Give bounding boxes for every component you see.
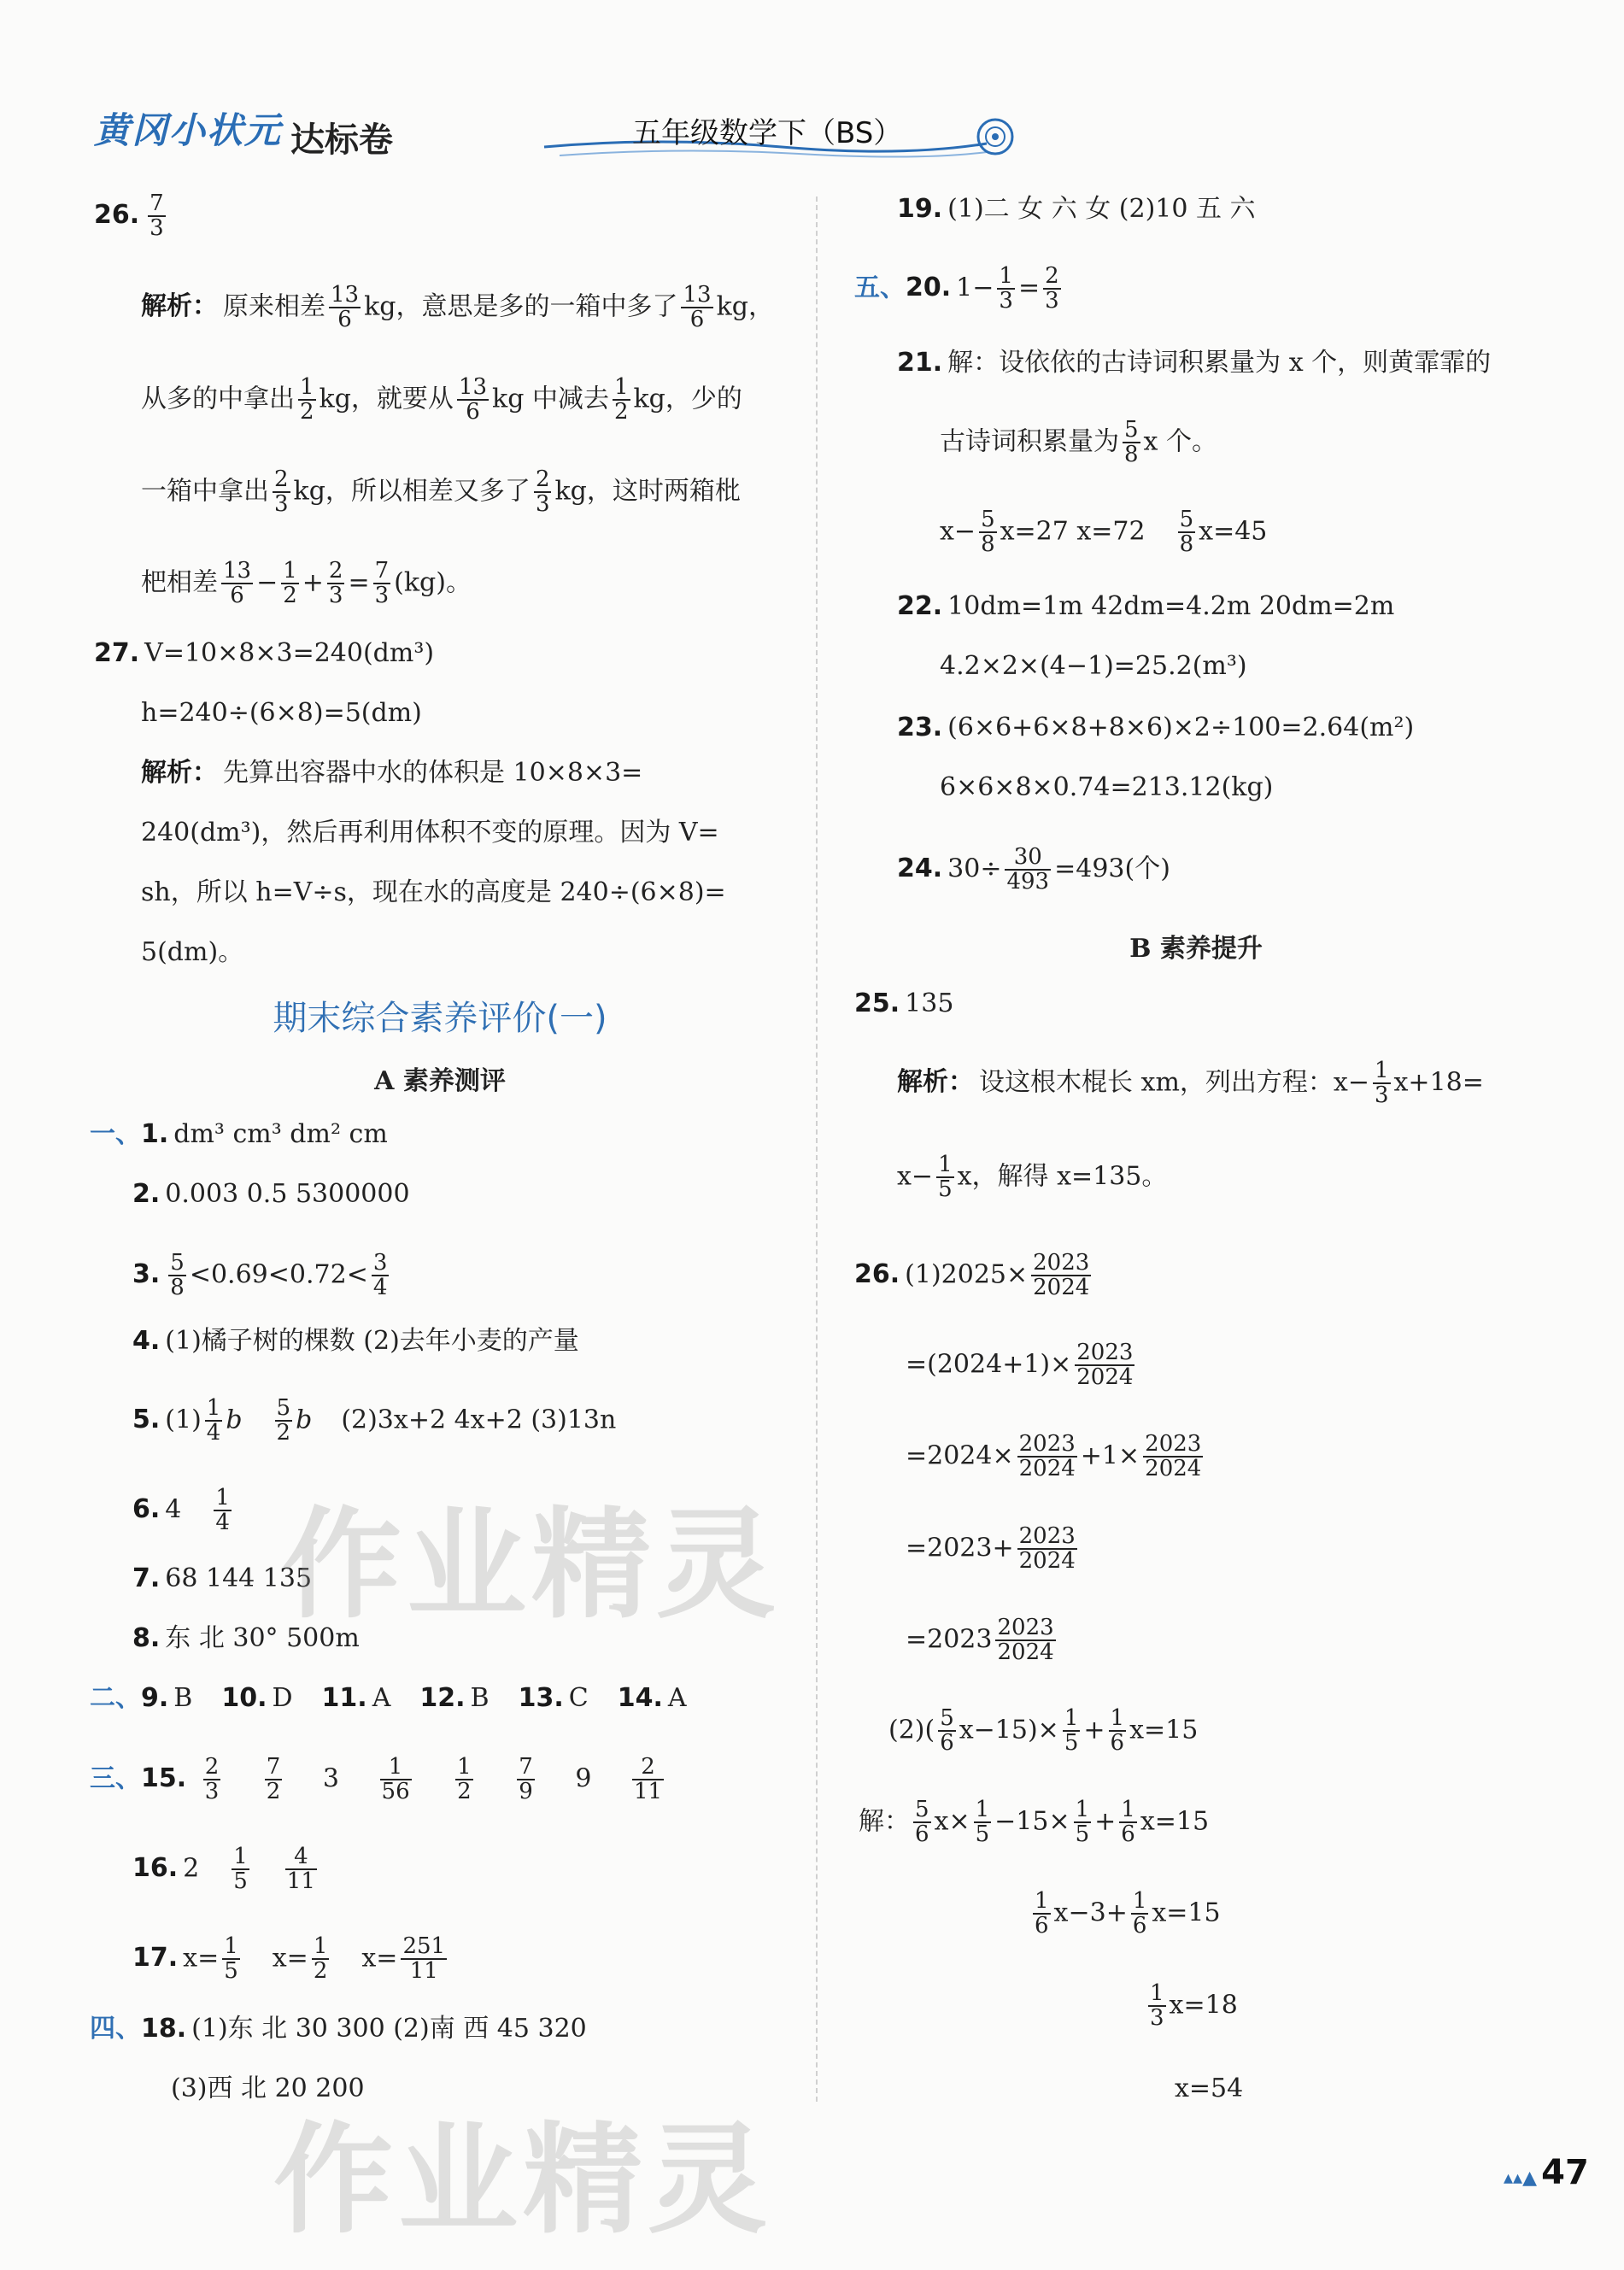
logo: 黄冈小状元 xyxy=(94,109,283,151)
left-q9-14: 二、9. B 10. D 11. A 12. B 13. C 14. A xyxy=(90,1683,687,1713)
right-q20: 五、20. 1− $\frac{1}{3}$ = $\frac{2}{3}$ xyxy=(854,263,1059,314)
watermark: 作业精灵 xyxy=(273,2111,773,2250)
right-q26-part2: (2)( $\frac{5}{6}$ x−15)× $\frac{1}{5}$ + $\frac{1}{6}$ x=15 xyxy=(888,1705,1199,1757)
right-q26-solve-3: $\frac{1}{3}$ x=18 xyxy=(1150,1980,1238,2032)
right-q23-line1: 23. (6×6+6×8+8×6)×2÷100=2.64(m²) xyxy=(897,713,1415,742)
left-q27-line2: h=240÷(6×8)=5(dm) xyxy=(141,698,422,728)
right-q26-line5: =2023 $\frac{2023}{2024}$ xyxy=(906,1615,1054,1666)
left-q18-line1: 四、18. (1)东 北 30 300 (2)南 西 45 320 xyxy=(90,2014,587,2044)
right-q24: 24. 30÷ $\frac{30}{493}$ =493(个) xyxy=(897,844,1170,895)
left-q1: 一、1. dm³ cm³ dm² cm xyxy=(90,1119,388,1149)
right-q26-line2: =(2024+1)× $\frac{2023}{2024}$ xyxy=(906,1340,1134,1391)
column-divider xyxy=(816,196,818,2102)
left-q26-explain-4: 杷相差 $\frac{13}{6}$ − $\frac{1}{2}$ + $\frac{2}{3}$ = $\frac{7}{3}$ (kg)。 xyxy=(141,558,472,609)
left-q7: 7. 68 144 135 xyxy=(132,1563,313,1593)
watermark: 作业精灵 xyxy=(282,1496,782,1635)
left-q27-explain-1: 解析： 先算出容器中水的体积是 10×8×3= xyxy=(141,758,643,788)
left-q26-explain-3: 一箱中拿出 $\frac{2}{3}$ kg，所以相差又多了 $\frac{2}{3}$ kg，这时两箱枇 xyxy=(141,466,741,518)
fraction: $\frac{7}{3}$ xyxy=(150,191,164,242)
section-a-title: A 素养测评 xyxy=(374,1066,506,1096)
section-b-title: B 素养提升 xyxy=(1129,934,1263,964)
right-q26-line4: =2023+ $\frac{2023}{2024}$ xyxy=(906,1523,1076,1575)
left-q16: 16. 2 $\frac{1}{5}$ $\frac{4}{11}$ xyxy=(132,1844,315,1895)
right-q23-line2: 6×6×8×0.74=213.12(kg) xyxy=(940,772,1274,802)
right-q26-solve-1: 解： $\frac{5}{6}$ x× $\frac{1}{5}$ −15× $\frac{1}{5}$ + $\frac{1}{6}$ x=15 xyxy=(859,1797,1210,1848)
right-q26-line1: 26. (1)2025× $\frac{2023}{2024}$ xyxy=(854,1250,1090,1301)
right-q21-line1: 21. 解：设依依的古诗词积累量为 x 个，则黄霏霏的 xyxy=(897,348,1492,378)
header xyxy=(85,94,1025,171)
right-q25: 25. 135 xyxy=(854,988,954,1018)
header-title: 达标卷 xyxy=(290,120,393,160)
right-q22-line1: 22. 10dm=1m 42dm=4.2m 20dm=2m xyxy=(897,591,1395,621)
exam-title: 期末综合素养评价(一) xyxy=(273,999,607,1038)
left-q3: 3. $\frac{5}{8}$ <0.69<0.72< $\frac{3}{4}$ xyxy=(132,1250,388,1301)
page-decoration-icon: ▴▴▲ xyxy=(1504,2167,1538,2189)
right-q26-solve-4: x=54 xyxy=(1175,2074,1244,2103)
right-q19: 19. (1)二 女 六 女 (2)10 五 六 xyxy=(897,194,1256,224)
left-q6: 6. 4 $\frac{1}{4}$ xyxy=(132,1485,230,1536)
left-q8: 8. 东 北 30° 500m xyxy=(132,1623,360,1653)
left-q26-explain-1: 解析： 原来相差 $\frac{13}{6}$ kg，意思是多的一箱中多了 $\frac{13}{6}$ kg， xyxy=(141,282,774,333)
left-q27-explain-4: 5(dm)。 xyxy=(141,937,244,967)
right-q25-explain-1: 解析： 设这根木棍长 xm，列出方程：x− $\frac{1}{3}$ x+18= xyxy=(897,1058,1484,1109)
left-q15: 三、15. $\frac{2}{3}$ $\frac{7}{2}$ 3 $\frac{1}{56}$ $\frac{1}{2}$ $\frac{7}{9}$ 9 $\frac{2}{11}$ xyxy=(90,1754,663,1805)
left-q27-explain-2: 240(dm³)，然后再利用体积不变的原理。因为 V= xyxy=(141,818,719,848)
left-q27-explain-3: sh，所以 h=V÷s，现在水的高度是 240÷(6×8)= xyxy=(141,877,726,907)
header-subtitle: 五年级数学下（BS） xyxy=(632,116,903,150)
left-q26-explain-2: 从多的中拿出 $\frac{1}{2}$ kg，就要从 $\frac{13}{6}$ kg 中减去 $\frac{1}{2}$ kg，少的 xyxy=(141,374,742,425)
right-q21-line3: x− $\frac{5}{8}$ x=27 x=72 $\frac{5}{8}$ x=45 xyxy=(940,507,1268,558)
right-q26-solve-2: $\frac{1}{6}$ x−3+ $\frac{1}{6}$ x=15 xyxy=(1035,1888,1221,1939)
left-q18-line2: (3)西 北 20 200 xyxy=(171,2074,365,2103)
left-q5: 5. (1) $\frac{1}{4}$ b $\frac{5}{2}$ b (2)3x+2 4x+2 (3)13n xyxy=(132,1395,617,1446)
right-q26-line3: =2024× $\frac{2023}{2024}$ +1× $\frac{2023}{2024}$ xyxy=(906,1431,1202,1482)
right-q22-line2: 4.2×2×(4−1)=25.2(m³) xyxy=(940,651,1247,681)
left-q27-line1: 27. V=10×8×3=240(dm³) xyxy=(94,638,435,668)
left-q2: 2. 0.003 0.5 5300000 xyxy=(132,1179,410,1209)
right-q25-explain-2: x− $\frac{1}{5}$ x，解得 x=135。 xyxy=(897,1152,1168,1203)
left-q4: 4. (1)橘子树的棵数 (2)去年小麦的产量 xyxy=(132,1326,579,1356)
left-q26: 26. $\frac{7}{3}$ xyxy=(94,191,164,242)
page-number: ▴▴▲ 47 xyxy=(1504,2153,1589,2192)
right-q21-line2: 古诗词积累量为 $\frac{5}{8}$ x 个。 xyxy=(940,417,1218,468)
left-q17: 17. x= $\frac{1}{5}$ x= $\frac{1}{2}$ x= $\frac{251}{11}$ xyxy=(132,1933,446,1985)
